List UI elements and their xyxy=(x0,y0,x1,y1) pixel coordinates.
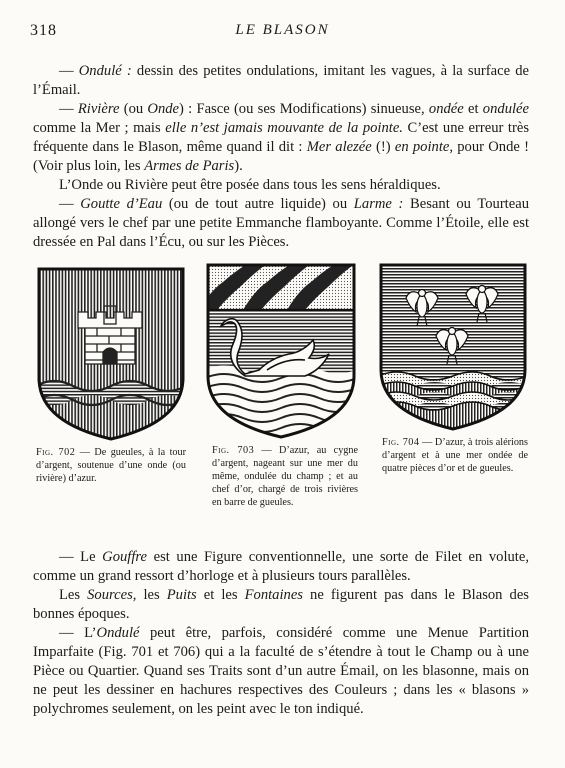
text-run: (!) xyxy=(371,139,395,155)
shield-fig-703 xyxy=(205,262,357,440)
text-run: est une Figure conventionnelle, une sorte de Filet en volute, comme un grand ressort d’horloge et à plusieurs tours parallèles. xyxy=(33,549,529,584)
text-run: — xyxy=(59,63,79,79)
text-block-top xyxy=(33,62,529,252)
text-run: (ou de tout autre liquide) ou xyxy=(162,196,354,212)
figure-caption-text: — D’azur, au cygne d’argent, nageant sur une mer du même, ondulée du champ ; et au chef d’or, chargé de trois rivières en barre de gueules. xyxy=(212,445,358,508)
running-title: LE BLASON xyxy=(235,22,330,38)
italic-term: Ondulé : xyxy=(78,63,132,79)
italic-term: Armes de Paris xyxy=(144,158,235,174)
text-run: peut être, parfois, considéré comme une Menue Partition Imparfaite (Fig. 701 et 706) qui a la faculté de s’étendre à tout le Champ ou à une Pièce ou Quartier. Quand ses Traits sont d’un autre Émail, on les blasonne, mais on ne peut les dessiner en hachures respectives des Couleurs ; dans les « blasons » polychromes seulement, on les peint avec le ton indiqué. xyxy=(33,625,529,717)
paragraph xyxy=(33,100,529,176)
italic-term: Goutte d’Eau xyxy=(80,196,163,212)
text-run: C’est une erreur très fréquente dans le Blason, même quand il dit : xyxy=(33,120,529,155)
text-run: les xyxy=(136,587,167,603)
text-run: comme la Mer ; mais xyxy=(33,120,166,136)
figure-caption-text: — D’azur, à trois alérions d’argent et à une mer ondée de quatre pièces d’or et de gueules. xyxy=(382,437,528,474)
paragraph xyxy=(33,624,529,719)
text-run: ). xyxy=(234,158,243,174)
italic-term: ondée xyxy=(428,101,464,117)
figure-number: Fig. 703 xyxy=(212,445,255,456)
text-run: ne figurent pas dans le Blason des bonnes époques. xyxy=(33,587,529,622)
shield-tower-river-icon xyxy=(36,266,186,442)
caption-fig-704 xyxy=(382,436,528,475)
shield-fig-702 xyxy=(36,266,186,442)
italic-term: Larme : xyxy=(353,196,404,212)
text-run: dessin des petites ondulations, imitant les vagues, à la surface de l’Émail. xyxy=(33,63,529,98)
text-run: Les xyxy=(59,587,88,603)
paragraph xyxy=(33,62,529,100)
shield-fig-704 xyxy=(378,262,528,432)
figure-number: Fig. 704 xyxy=(382,437,420,448)
text-run: (ou xyxy=(119,101,148,117)
italic-term: Puits xyxy=(166,587,197,603)
text-run: — xyxy=(59,196,81,212)
italic-term: Mer alezée xyxy=(306,139,372,155)
italic-term: Sources, xyxy=(87,587,137,603)
shield-alerions-icon xyxy=(378,262,528,432)
italic-term: ondulée xyxy=(482,101,529,117)
text-block-bottom xyxy=(33,548,529,719)
text-run: — L’ xyxy=(59,625,97,641)
text-run: pour Onde ! (Voir plus loin, les xyxy=(33,139,529,174)
shield-swan-icon xyxy=(205,262,357,440)
text-run: — xyxy=(59,101,78,117)
italic-term: Gouffre xyxy=(102,549,148,565)
figure-number: Fig. 702 xyxy=(36,447,76,458)
italic-term: elle n’est jamais mouvante de la pointe. xyxy=(165,120,403,136)
page-header xyxy=(0,22,565,42)
text-run: Besant ou Tourteau allongé vers le chef par une petite Emmanche flamboyante. Comme l’Étoile, elle est dressée en Pal dans l’Écu, ou sur les Pièces. xyxy=(33,196,529,250)
paragraph xyxy=(33,548,529,586)
text-run: L’Onde ou Rivière peut être posée dans tous les sens héraldiques. xyxy=(59,177,441,193)
italic-term: Onde xyxy=(147,101,180,117)
text-run: ) : Fasce (ou ses Modifications) sinueuse, xyxy=(179,101,429,117)
caption-fig-703 xyxy=(212,444,358,509)
figure-caption-text: — De gueules, à la tour d’argent, soutenue d’une onde (ou rivière) d’azur. xyxy=(36,447,186,484)
page-number: 318 xyxy=(30,22,57,39)
caption-fig-702 xyxy=(36,446,186,485)
text-run: et xyxy=(463,101,483,117)
text-run: et les xyxy=(196,587,245,603)
italic-term: en pointe, xyxy=(394,139,453,155)
paragraph xyxy=(33,195,529,252)
paragraph xyxy=(33,586,529,624)
italic-term: Fontaines xyxy=(244,587,303,603)
italic-term: Rivière xyxy=(77,101,120,117)
text-run: — Le xyxy=(59,549,103,565)
paragraph xyxy=(33,176,529,195)
italic-term: Ondulé xyxy=(96,625,140,641)
